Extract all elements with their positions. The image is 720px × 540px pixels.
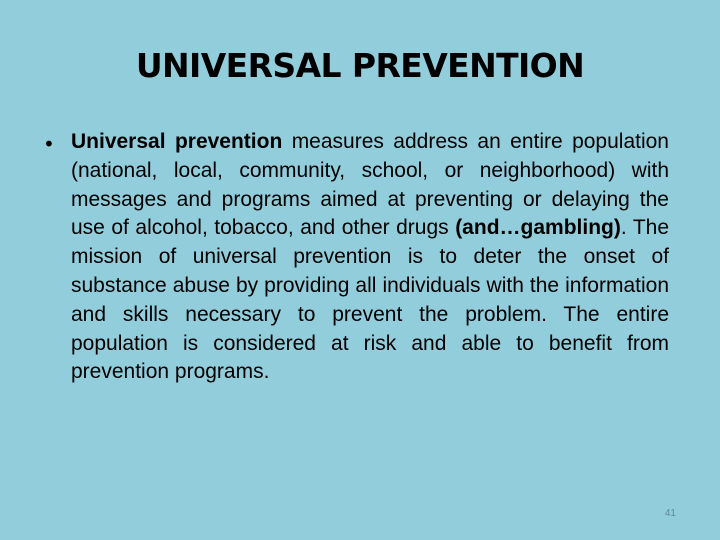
bullet-item [36, 128, 672, 387]
bold-lead-text: Universal prevention [71, 130, 283, 153]
page-number: 41 [664, 508, 676, 519]
bullet-dot-icon: • [43, 132, 55, 156]
body-text-1: measures address an entire population (national, local, community, school, or neighborhood) with messages and programs aimed at preventing or delaying the use of alcohol, tobacco, and other drugs [71, 130, 669, 240]
body-text-2: . The mission of universal prevention is to deter the onset of substance abuse by providing all individuals with the information and skills necessary to prevent the problem. The entire population is considered at risk and able to benefit from prevention programs. [71, 216, 669, 384]
bullet-paragraph [71, 128, 669, 387]
bold-mid-text: (and…gambling) [455, 216, 621, 240]
slide-title: UNIVERSAL PREVENTION [135, 46, 585, 85]
